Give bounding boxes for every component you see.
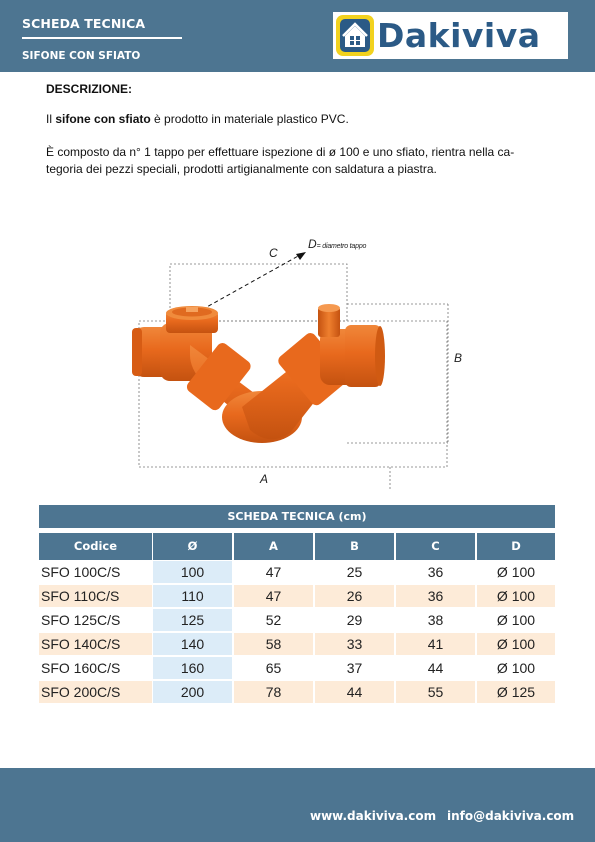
cell-d: Ø 100 [477, 633, 555, 655]
cell-a: 52 [265, 612, 282, 628]
cell-c: 44 [427, 660, 444, 676]
cell-diameter: 160 [153, 657, 232, 679]
cell-b: 29 [346, 612, 363, 628]
document-title: SCHEDA TECNICA [22, 16, 146, 31]
label-d-note: = diametro tappo [316, 243, 367, 250]
column-header-diameter: Ø [153, 533, 232, 560]
cell-c: 36 [427, 564, 444, 580]
table-row [39, 681, 555, 703]
column-header-a: A [234, 533, 313, 560]
cell-d: Ø 100 [496, 612, 536, 628]
description-p2-line-2: tegoria dei pezzi speciali, prodotti artigianalmente con saldatura a piastra. [46, 162, 437, 176]
footer-email-link[interactable]: info@dakiviva.com [447, 809, 575, 823]
title-divider [22, 37, 182, 39]
document-subtitle: SIFONE CON SFIATO [22, 50, 141, 62]
cell-c: 36 [396, 585, 475, 607]
table-row [39, 657, 555, 679]
label-c: C [269, 246, 278, 260]
column-header-b: B [315, 533, 394, 560]
cell-codice: SFO 100C/S [41, 564, 121, 580]
description-p2-line-1: È composto da n° 1 tappo per effettuare ispezione di ø 100 e uno sfiato, rientra nella ca- [46, 145, 515, 159]
cell-diameter: 200 [153, 681, 232, 703]
description-p1-product: sifone con sfiato [55, 112, 151, 126]
description-paragraph-1 [46, 112, 546, 126]
label-b: B [454, 351, 463, 365]
cell-diameter: 110 [153, 585, 232, 607]
cell-d: Ø 125 [477, 681, 555, 703]
description-p1-suffix: è prodotto in materiale plastico PVC. [154, 112, 349, 126]
cell-c: 41 [396, 633, 475, 655]
house-icon [335, 14, 375, 57]
logo-wordmark: Dakiviva [377, 16, 541, 55]
cell-diameter: 100 [153, 561, 232, 583]
cell-a: 58 [234, 633, 313, 655]
cell-a: 47 [265, 564, 282, 580]
cell-b: 26 [315, 585, 394, 607]
diameter-arrow [196, 252, 306, 313]
table-row [39, 633, 555, 655]
header-band [0, 0, 595, 72]
column-header-d: D [477, 533, 555, 560]
cell-b: 25 [346, 564, 363, 580]
pipe-body [132, 304, 385, 443]
cell-c: 55 [396, 681, 475, 703]
cell-a: 65 [265, 660, 282, 676]
cell-b: 37 [346, 660, 363, 676]
cell-diameter: 125 [153, 609, 232, 631]
cell-codice: SFO 125C/S [41, 612, 121, 628]
description-paragraph-2 [46, 144, 541, 178]
cell-codice: SFO 140C/S [39, 633, 152, 655]
cell-codice: SFO 160C/S [41, 660, 121, 676]
label-d [308, 237, 366, 251]
cell-c: 38 [427, 612, 444, 628]
label-a: A [260, 472, 269, 486]
cell-d: Ø 100 [477, 585, 555, 607]
footer-band [0, 768, 595, 842]
cell-codice: SFO 200C/S [39, 681, 152, 703]
cell-d: Ø 100 [496, 660, 536, 676]
cell-a: 47 [234, 585, 313, 607]
column-header-c: C [396, 533, 475, 560]
footer-website-link[interactable]: www.dakiviva.com [310, 809, 437, 823]
cell-b: 33 [315, 633, 394, 655]
table-row [39, 561, 555, 583]
label-d-letter: D [308, 237, 317, 251]
table-row [39, 609, 555, 631]
cell-diameter: 140 [153, 633, 232, 655]
cell-d: Ø 100 [496, 564, 536, 580]
table-row [39, 585, 555, 607]
cell-b: 44 [315, 681, 394, 703]
cell-codice: SFO 110C/S [39, 585, 152, 607]
column-header-codice: Codice [39, 533, 152, 560]
product-drawing [120, 225, 480, 490]
spec-table-title: SCHEDA TECNICA (cm) [39, 505, 555, 528]
description-p1-prefix: Il [46, 112, 52, 126]
dakiviva-logo [333, 12, 568, 59]
description-heading: DESCRIZIONE: [46, 82, 133, 96]
cell-a: 78 [234, 681, 313, 703]
siphon-illustration [120, 225, 480, 490]
